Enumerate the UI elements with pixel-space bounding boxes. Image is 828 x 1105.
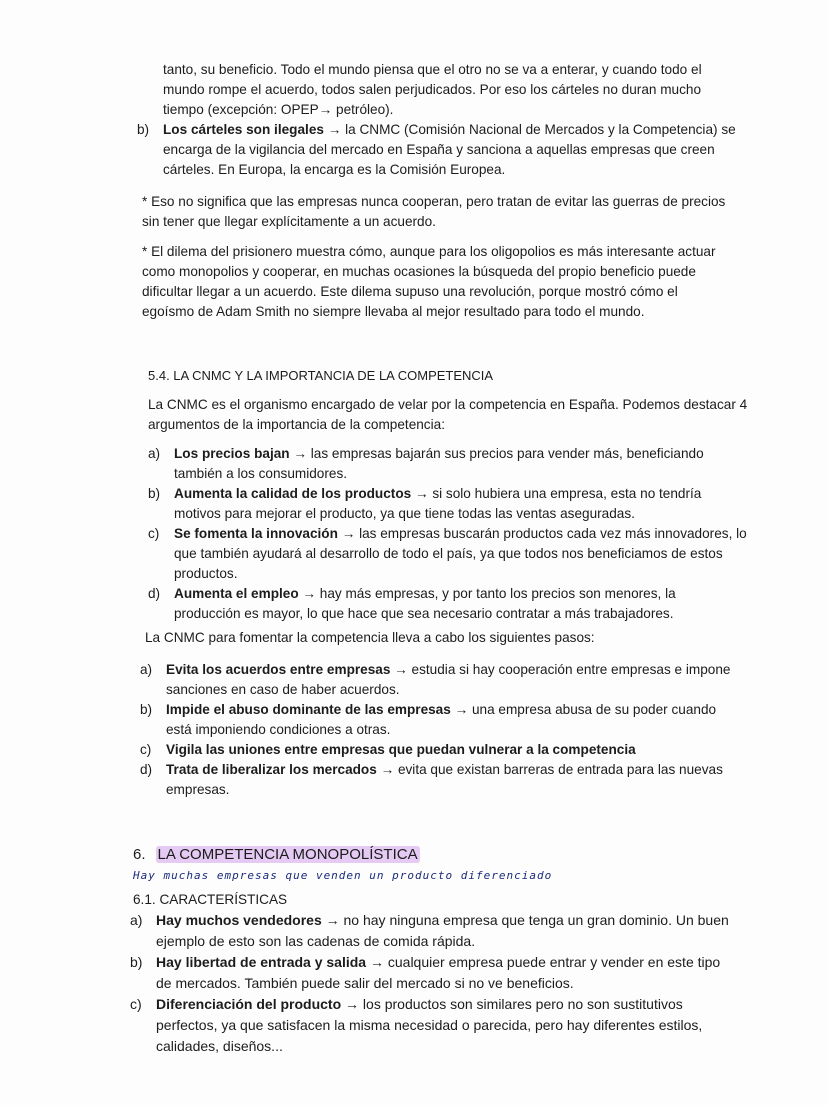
item-text: → una empresa abusa de su poder cuando [450, 702, 717, 717]
item-text: también a los consumidores. [174, 466, 348, 481]
list-item [140, 700, 790, 740]
list-item [148, 444, 788, 484]
list-letter: a) [130, 912, 143, 928]
list-item [130, 910, 780, 952]
text-line: tanto, su beneficio. Todo el mundo piensa que el otro no se va a enterar, y cuando todo el [163, 62, 702, 77]
item-title: Los cárteles son ilegales [163, 122, 324, 137]
item-text: productos. [174, 566, 238, 581]
note-paragraph [142, 242, 792, 322]
text-line: dificultar llegar a un acuerdo. Este dilema supuso una revolución, porque mostró cómo el [142, 284, 678, 299]
item-text: → si solo hubiera una empresa, esta no tendría [411, 486, 702, 501]
list-letter: c) [148, 526, 160, 541]
characteristics-list [130, 910, 780, 1057]
item-text: calidades, diseños... [156, 1038, 283, 1054]
text-line: * El dilema del prisionero muestra cómo, aunque para los oligopolios es más interesante actuar [142, 244, 716, 259]
item-text: de mercados. También puede salir del mercado si no ve beneficios. [156, 975, 574, 991]
text-line: sin tener que llegar explícitamente a un acuerdo. [142, 214, 436, 229]
list-letter: b) [140, 702, 153, 717]
list-item-b-carteles [137, 120, 787, 180]
item-text: motivos para mejorar el producto, ya que tiene todas las ventas aseguradas. [174, 506, 635, 521]
arguments-list [148, 444, 788, 624]
text-line: argumentos de la importancia de la competencia: [148, 417, 445, 432]
item-text: cárteles. En Europa, la encarga es la Comisión Europea. [163, 162, 506, 177]
item-title: Trata de liberalizar los mercados [166, 762, 377, 777]
steps-intro: La CNMC para fomentar la competencia lleva a cabo los siguientes pasos: [145, 630, 595, 645]
item-text: producción es mayor, lo que hace que sea necesario contratar a más trabajadores. [174, 606, 674, 621]
list-item [140, 760, 790, 800]
list-letter: b) [137, 122, 150, 137]
subsection-heading: 6.1. CARACTERÍSTICAS [133, 892, 288, 907]
list-item [148, 524, 788, 584]
list-letter: c) [140, 742, 152, 757]
item-text: empresas. [166, 782, 230, 797]
item-title: Evita los acuerdos entre empresas [166, 662, 391, 677]
section-6-heading [133, 845, 420, 865]
section-number: 6. [133, 846, 146, 863]
list-letter: d) [140, 762, 153, 777]
text-line: La CNMC es el organismo encargado de velar por la competencia en España. Podemos destacar 4 [148, 397, 748, 412]
text-line: mundo rompe el acuerdo, todos salen perjudicados. Por eso los cárteles no duran mucho [163, 82, 702, 97]
item-title: Se fomenta la innovación [174, 526, 338, 541]
item-title: Impide el abuso dominante de las empresas [166, 702, 451, 717]
item-text: → estudia si hay cooperación entre empresas e impone [390, 662, 731, 677]
section-title: LA COMPETENCIA MONOPOLÍSTICA [157, 846, 418, 863]
item-text: está imponiendo condiciones a otras. [166, 722, 391, 737]
list-item [148, 584, 788, 624]
list-letter: a) [140, 662, 153, 677]
item-text: perfectos, ya que satisfacen la misma necesidad o parecida, pero hay diferentes estilos, [156, 1017, 703, 1033]
handwritten-note: Hay muchas empresas que venden un producto diferenciado [133, 869, 553, 882]
item-title: Diferenciación del producto [156, 996, 342, 1012]
list-item [130, 952, 780, 994]
text-line: como monopolios y cooperar, en muchas ocasiones la búsqueda del propio beneficio puede [142, 264, 696, 279]
item-text: → cualquier empresa puede entrar y vender en este tipo [366, 954, 721, 970]
item-text: encarga de la vigilancia del mercado en España y sanciona a aquellas empresas que creen [163, 142, 715, 157]
continuation-paragraph [163, 60, 783, 120]
item-text: → no hay ninguna empresa que tenga un gran dominio. Un buen [321, 912, 729, 928]
list-letter: a) [148, 446, 161, 461]
text-line: * Eso no significa que las empresas nunca cooperan, pero tratan de evitar las guerras de precios [142, 194, 726, 209]
list-letter: c) [130, 996, 142, 1012]
item-title: Aumenta la calidad de los productos [174, 486, 412, 501]
list-item [148, 484, 788, 524]
item-text: → hay más empresas, y por tanto los precios son menores, la [298, 586, 676, 601]
list-item [130, 994, 780, 1057]
item-text: → las empresas buscarán productos cada vez más innovadores, lo [337, 526, 747, 541]
list-letter: b) [148, 486, 161, 501]
item-title: Hay libertad de entrada y salida [156, 954, 367, 970]
section-heading: 5.4. LA CNMC Y LA IMPORTANCIA DE LA COMPETENCIA [148, 368, 494, 383]
item-text: → las empresas bajarán sus precios para vender más, beneficiando [289, 446, 704, 461]
item-text: que también ayudará al desarrollo de todo el país, ya que todos nos beneficiamos de estos [174, 546, 723, 561]
intro-paragraph [148, 395, 798, 435]
item-title: Los precios bajan [174, 446, 290, 461]
steps-list [140, 660, 790, 800]
item-text: → la CNMC (Comisión Nacional de Mercados y la Competencia) se [323, 122, 736, 137]
text-line: egoísmo de Adam Smith no siempre llevaba al mejor resultado para todo el mundo. [142, 304, 645, 319]
item-title: Hay muchos vendedores [156, 912, 322, 928]
item-title: Vigila las uniones entre empresas que puedan vulnerar a la competencia [166, 742, 636, 757]
item-text: → evita que existan barreras de entrada para las nuevas [376, 762, 723, 777]
item-text: sanciones en caso de haber acuerdos. [166, 682, 400, 697]
item-text: → los productos son similares pero no son sustitutivos [341, 996, 683, 1012]
item-text: ejemplo de esto son las cadenas de comida rápida. [156, 933, 476, 949]
text-line: tiempo (excepción: OPEP→ petróleo). [163, 102, 394, 117]
list-item [140, 660, 790, 700]
list-letter: d) [148, 586, 161, 601]
list-item [140, 740, 790, 760]
list-letter: b) [130, 954, 143, 970]
item-title: Aumenta el empleo [174, 586, 299, 601]
note-paragraph [142, 192, 792, 232]
